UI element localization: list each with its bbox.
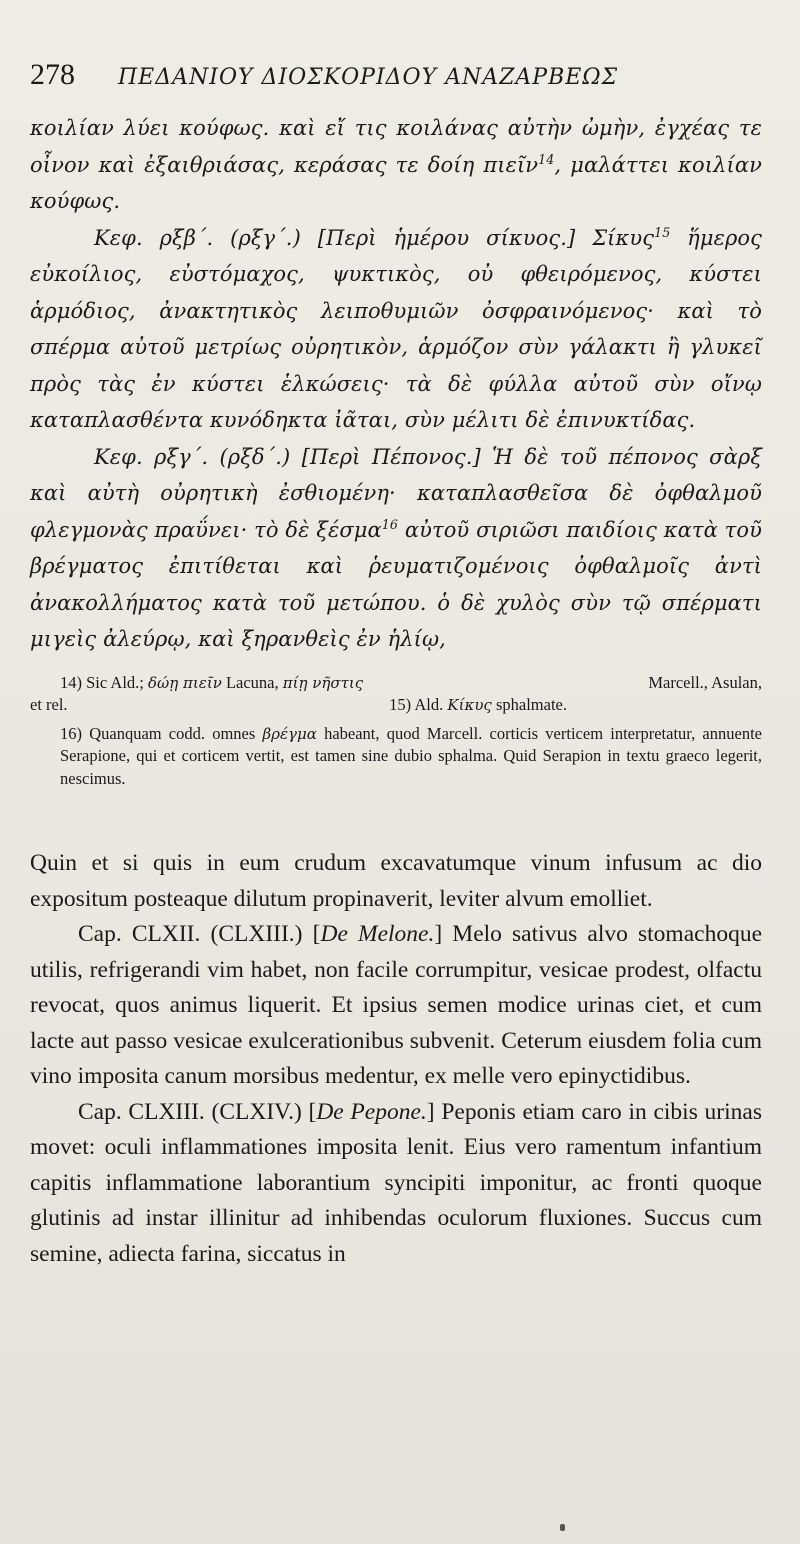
page-number: 278 [30,58,75,91]
footnote-number: 16) [60,723,82,743]
ink-mark [560,1524,565,1531]
chapter-title: De Pepone. [316,1098,427,1125]
latin-text-span: Peponis etiam caro in cibis urinas movet: oculi inflammationes imposita lenit. Eius vero ramentum infantium capitis inflammatione laborantium syncipiti imponitur, ac fronti quoque glutinis ad instar illinitur ad inhibendas oculorum fluxiones. Succus cum semine, adiecta farina, siccatus in [30,1098,762,1267]
latin-text-span: Melo sativus alvo stomachoque utilis, refrigerandi vim habet, non facile corrumpitur, vesicae prodest, olfactu revocat, quos animus liquerit. Et ipsius semen modice urinas ciet, et cum lacte aut passo vesicae exulcerationibus subvenit. Ceterum eiusdem folia cum vino imposita canum morsibus medentur, ex melle vero epinyctidibus. [30,921,763,1089]
greek-text-span: Σίκυς [592,225,655,250]
footnote-number: 14) [60,672,82,692]
footnote-greek: πίῃ νῆστις [282,673,364,692]
chapter-title: [Περὶ Πέπονος.] [301,444,481,469]
footnote-text: Quanquam codd. omnes [89,723,256,743]
greek-paragraph-2 [30,220,762,439]
footnote-text: Ald. [414,695,444,714]
greek-text-span: Ἡ δὲ τοῦ πέπονος σὰρξ καὶ αὐτὴ οὐρητικὴ ἐσθιομένη· καταπλασθεῖσα δὲ ὀφθαλμοῦ φλεγμονὰς πραΰνει· τὸ δὲ ξέσμα [30,444,762,542]
running-title: ΠΕΔΑΝΙΟΥ ΔΙΟΣΚΟΡΙΔΟΥ ΑΝΑΖΑΡΒΕΩΣ [118,65,619,90]
greek-text-span: κοιλίαν λύει κούφως. καὶ εἴ τις κοιλάνας αὐτὴν ὠμὴν, ἐγχέας τε οἶνον καὶ ἐξαιθριάσας, κεράσας τε δοίη πιεῖν [30,116,762,177]
footnote-text: habeant, quod Marcell. corticis verticem interpretatur, annuente Serapione, qui et corticem vertit, est tamen sine dubio sphalma. Quid Serapion in textu graeco legerit, nescimus. [60,723,762,788]
footnote-14-15-line [30,694,762,717]
latin-paragraph-2: Cap. CLXII. (CLXIII.) [De Melone.] Melo sativus alvo stomachoque utilis, refrigerandi vim habet, non facile corrumpitur, vesicae prodest, olfactu revocat, quos animus liquerit. Et ipsius semen modice urinas ciet, et cum lacte aut passo vesicae exulcerationibus subvenit. Ceterum eiusdem folia cum vino imposita canum morsibus medentur, ex melle vero epinyctidibus. [30,921,763,1089]
footnote-ref-15: 15 [654,224,671,240]
footnote-16 [30,723,762,791]
latin-paragraph-1: Quin et si quis in eum crudum excavatumque vinum infusum ac dio expositum posteaque dilutum propinaverit, leviter alvum emolliet. [30,850,762,912]
footnote-14 [30,672,762,695]
footnote-greek: βρέγμα [262,724,317,743]
footnote-text: et rel. [30,695,68,714]
chapter-title: [Περὶ ἡμέρου σίκυος.] [317,225,576,250]
footnote-ref-14: 14 [538,151,555,167]
latin-text [30,846,762,1272]
footnote-greek: Κίκυς [447,696,492,714]
greek-text [30,110,762,658]
chapter-number: Κεφ. ρξγ΄. (ρξδ΄.) [94,444,291,469]
footnote-greek: δώῃ πιεῖν [148,673,222,692]
footnote-text: Sic Ald.; [86,672,144,692]
chapter-number: Κεφ. ρξβ΄. (ρξγ΄.) [94,225,301,250]
footnote-number: 15) [389,695,412,714]
footnote-text: Marcell., Asulan, [648,672,762,692]
greek-text-span: αὐτοῦ σιριῶσι παιδίοις κατὰ τοῦ βρέγματος ἐπιτίθεται καὶ ῥευματιζομένοις ὀφθαλμοῖς ἀντὶ ἀνακολλήματος κατὰ τοῦ μετώπου. ὁ δὲ χυλὸς σὺν τῷ σπέρματι μιγεὶς ἀλεύρῳ, καὶ ξηρανθεὶς ἐν ἡλίῳ, [30,517,762,651]
footnote-14-line [60,672,363,695]
footnote-ref-16: 16 [381,516,399,532]
greek-paragraph-3 [30,439,762,658]
greek-text-span: ἥμερος εὐκοίλιος, εὐστόμαχος, ψυκτικὸς, οὐ φθειρόμενος, κύστει ἁρμόδιος, ἀνακτητικὸς λειποθυμιῶν ὀσφραινόμενος· καὶ τὸ σπέρμα αὐτοῦ μετρίως οὐρητικὸν, ἁρμόζον σὺν γάλακτι ἢ γλυκεῖ πρὸς τὰς ἐν κύστει ἑλκώσεις· τὰ δὲ φύλλα αὐτοῦ σὺν οἴνῳ καταπλασθέντα κυνόδηκτα ἰᾶται, σὺν μέλιτι δὲ ἐπινυκτίδας. [30,225,763,432]
footnote-text: sphalmate. [495,695,567,714]
greek-paragraph-1 [30,110,762,220]
chapter-title: De Melone. [320,921,435,947]
footnotes [30,672,762,791]
page-header [30,58,762,102]
footnote-15 [389,694,762,717]
chapter-number: Cap. CLXIII. (CLXIV.) [78,1098,302,1125]
footnote-text: Lacuna, [225,672,279,692]
chapter-number: Cap. CLXII. (CLXIII.) [78,921,303,947]
greek-text-span: , μαλάττει κοιλίαν κούφως. [30,152,763,213]
latin-paragraph-3: Cap. CLXIII. (CLXIV.) [De Pepone.] Peponis etiam caro in cibis urinas movet: oculi inflammationes imposita lenit. Eius vero ramentum infantium capitis inflammatione laborantium syncipiti imponitur, ac fronti quoque glutinis ad instar illinitur ad inhibendas oculorum fluxiones. Succus cum semine, adiecta farina, siccatus in [30,1098,762,1267]
